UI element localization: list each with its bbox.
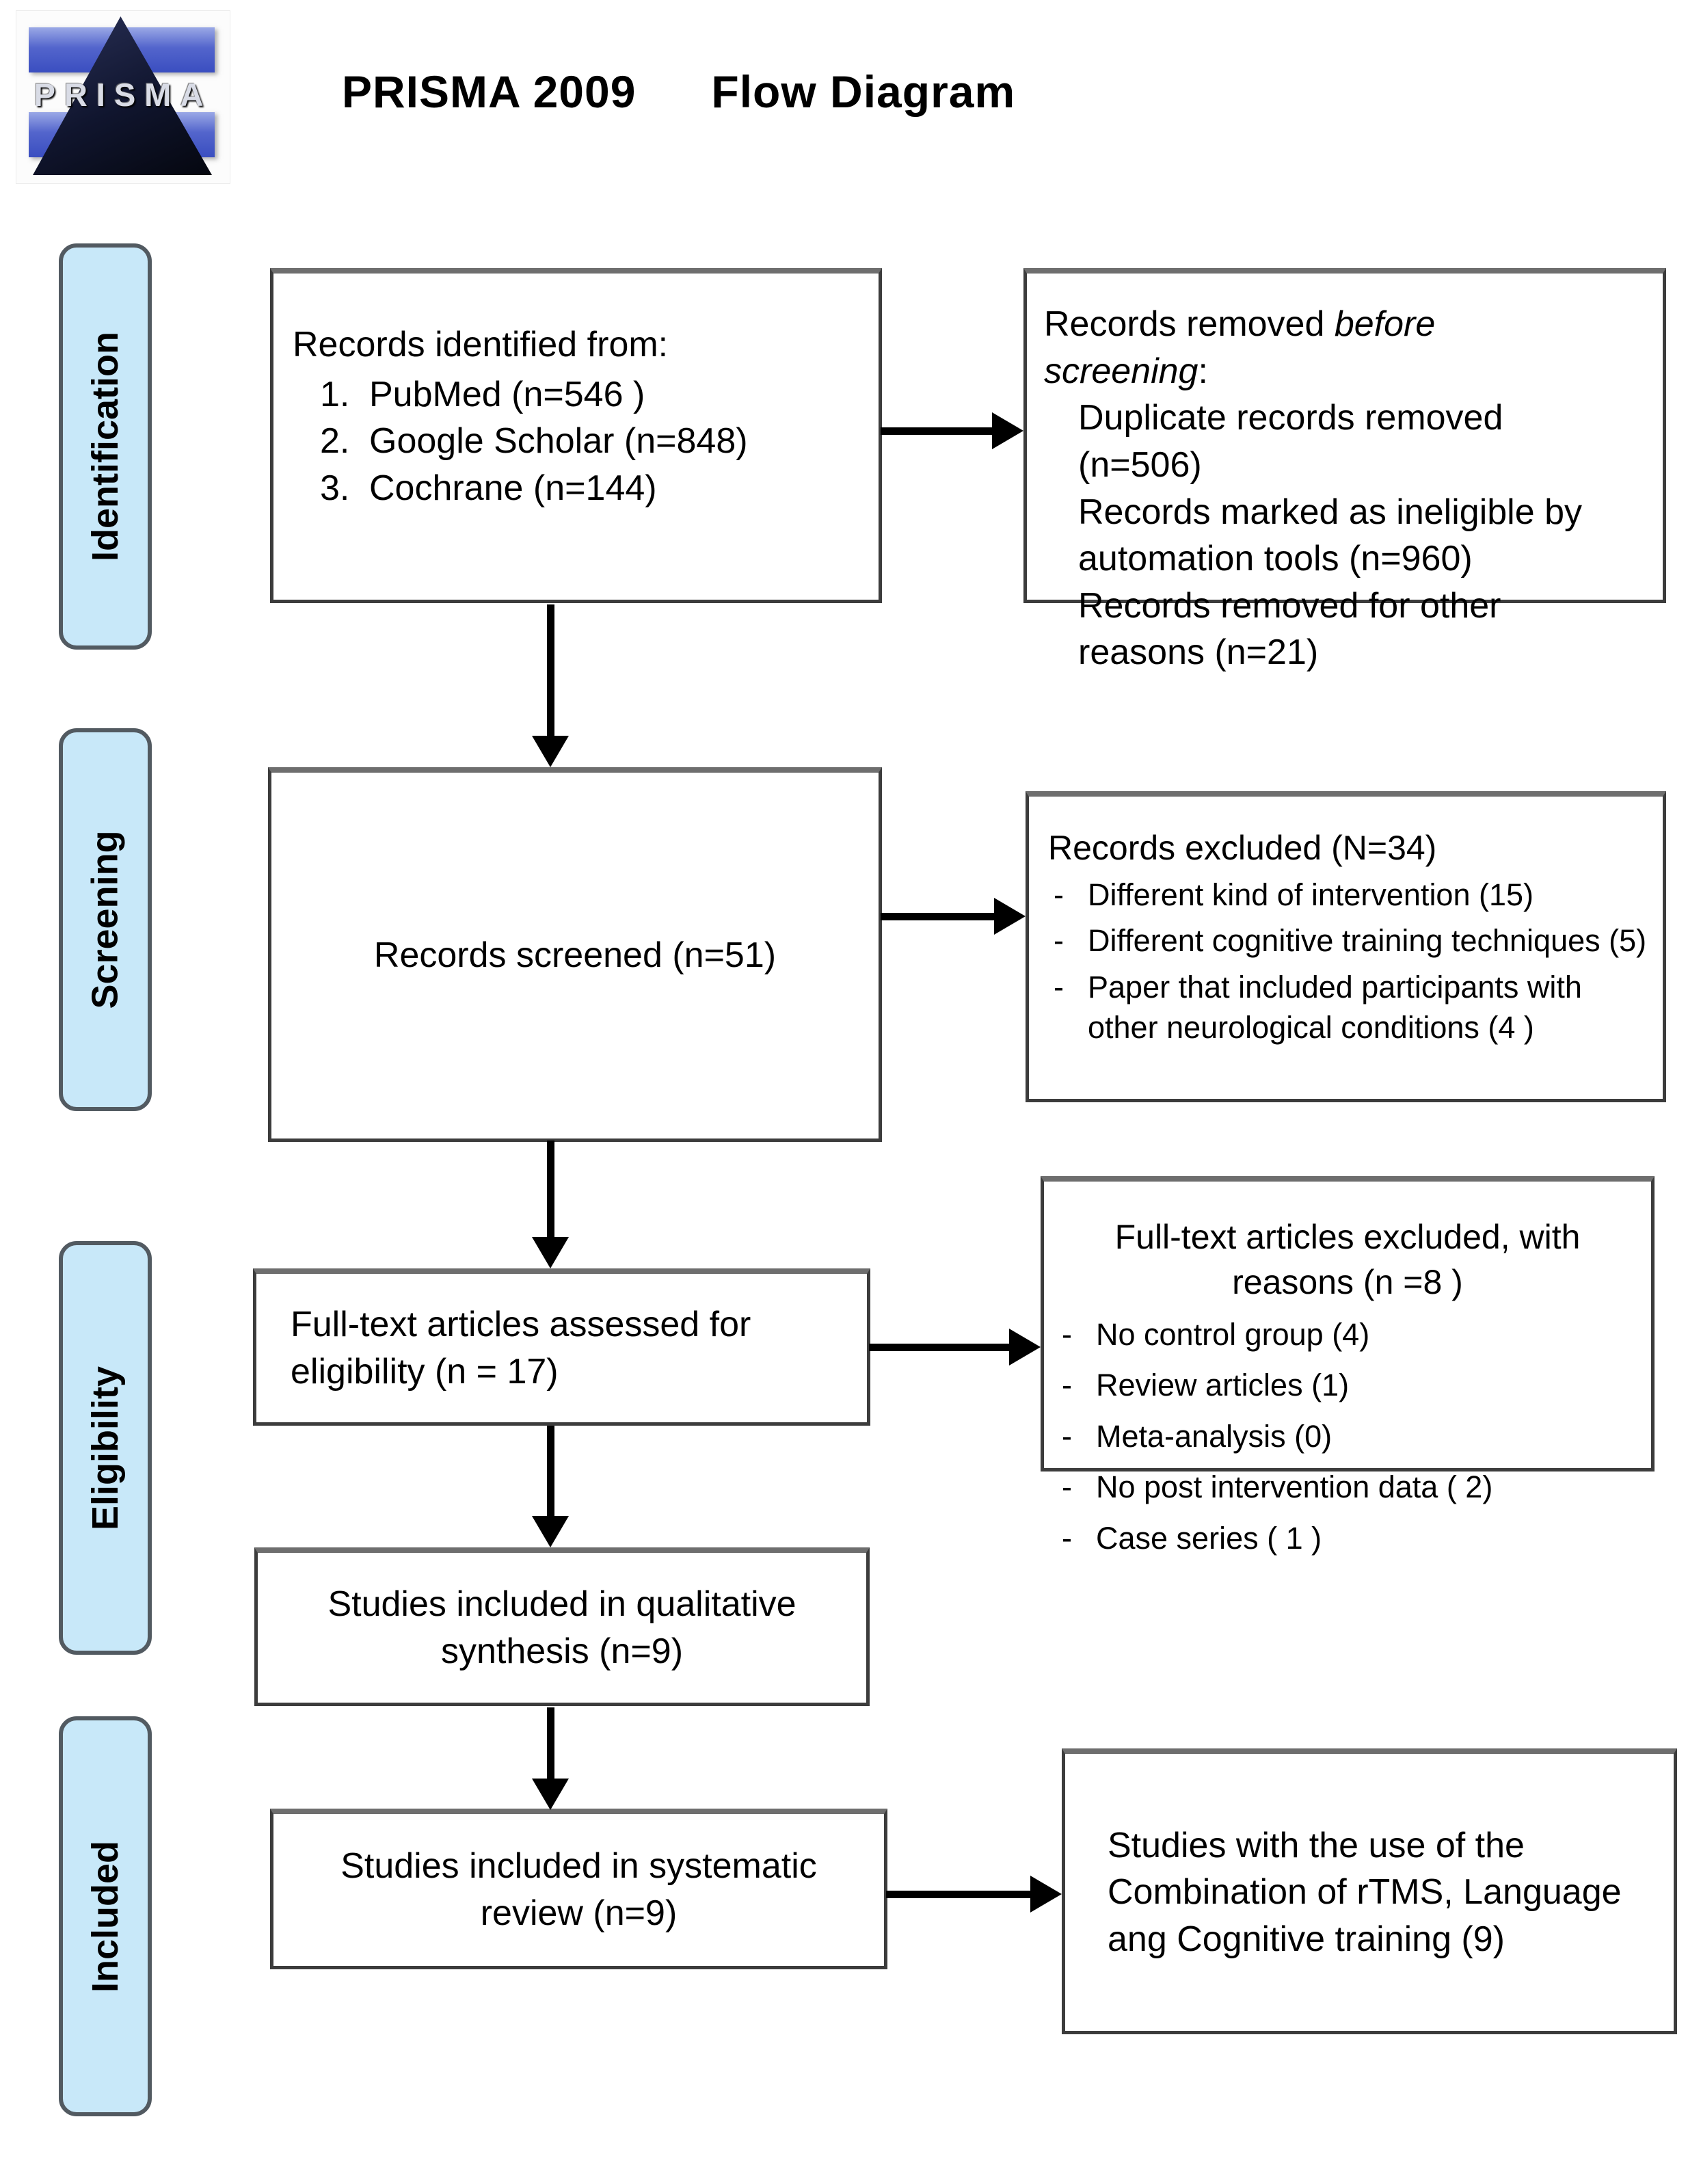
box-combination-studies <box>1062 1748 1677 2034</box>
stage-label-identification <box>59 243 152 650</box>
records-removed-list <box>1044 395 1649 676</box>
box-records-screened <box>268 767 882 1142</box>
title-prisma-2009: PRISMA 2009 <box>342 66 637 117</box>
box-qualitative-synthesis <box>254 1547 870 1706</box>
list-item: - Meta-analysis (0) <box>1056 1416 1629 1456</box>
stage-label-included-text: Included <box>85 1840 126 1993</box>
stage-label-eligibility <box>59 1241 152 1655</box>
fulltext-assessed-text: Full-text articles assessed for eligibility (n = 17) <box>291 1304 751 1391</box>
list-item: Records removed for other reasons (n=21) <box>1078 585 1501 673</box>
arrow-qualitative-to-systematic-head <box>532 1779 569 1810</box>
list-item: Records marked as ineligible by automation tools (n=960) <box>1078 492 1583 579</box>
qualitative-synthesis-text: Studies included in qualitative synthesis (n=9) <box>327 1584 796 1671</box>
list-item: - Paper that included participants with other neurological conditions (4 ) <box>1048 967 1648 1048</box>
list-item: - Case series ( 1 ) <box>1056 1518 1629 1558</box>
records-identified-list <box>293 371 861 512</box>
list-item: Google Scholar (n=848) <box>369 421 748 462</box>
records-screened-text: Records screened (n=51) <box>373 935 777 976</box>
prisma-logo <box>16 11 230 183</box>
list-item: Cochrane (n=144) <box>369 468 657 508</box>
stage-label-screening <box>59 728 152 1111</box>
logo-wordmark: PRISMA <box>34 77 213 113</box>
combination-studies-text: Studies with the use of the Combination of rTMS, Language ang Cognitive training (9) <box>1108 1825 1622 1959</box>
arrow-screened-to-excluded-head <box>994 898 1026 935</box>
records-identified-intro: Records identified from: <box>293 325 669 364</box>
arrow-screened-to-assessed-line <box>547 1141 554 1239</box>
arrow-identified-to-removed-line <box>881 427 993 435</box>
list-item: - No control group (4) <box>1056 1314 1629 1355</box>
records-excluded-heading: Records excluded (N=34) <box>1048 829 1437 867</box>
records-removed-heading <box>1044 301 1482 395</box>
arrow-assessed-to-ftexcluded-line <box>869 1344 1010 1351</box>
box-systematic-review <box>270 1809 887 1969</box>
page-title <box>342 66 1015 118</box>
records-removed-heading-italic: before screening <box>1044 304 1436 391</box>
box-records-identified <box>270 268 882 603</box>
arrow-identified-to-screened-head <box>532 736 569 767</box>
arrow-qualitative-to-systematic-line <box>547 1707 554 1780</box>
box-fulltext-assessed <box>253 1268 870 1426</box>
stage-label-screening-text: Screening <box>85 830 126 1009</box>
list-item: PubMed (n=546 ) <box>369 374 645 414</box>
arrow-assessed-to-ftexcluded-head <box>1009 1329 1041 1366</box>
title-flow-diagram: Flow Diagram <box>711 66 1016 117</box>
arrow-systematic-to-combination-head <box>1030 1876 1062 1913</box>
records-removed-heading-normal: Records removed <box>1044 304 1335 344</box>
arrow-screened-to-assessed-head <box>532 1237 569 1268</box>
stage-label-eligibility-text: Eligibility <box>85 1366 126 1530</box>
records-removed-heading-suffix: : <box>1198 351 1208 391</box>
arrow-screened-to-excluded-line <box>881 913 995 920</box>
list-item: - Different kind of intervention (15) <box>1048 875 1648 915</box>
stage-label-included <box>59 1716 152 2116</box>
list-item: - Different cognitive training techniques (5) <box>1048 920 1648 961</box>
arrow-identified-to-removed-head <box>992 412 1023 449</box>
arrow-assessed-to-qualitative-head <box>532 1516 569 1547</box>
list-item: - No post intervention data ( 2) <box>1056 1467 1629 1507</box>
arrow-systematic-to-combination-line <box>886 1891 1032 1898</box>
arrow-assessed-to-qualitative-line <box>547 1426 554 1517</box>
arrow-identified-to-screened-line <box>547 604 554 737</box>
stage-label-identification-text: Identification <box>85 332 126 561</box>
list-item: - Review articles (1) <box>1056 1365 1629 1405</box>
box-fulltext-excluded <box>1041 1176 1655 1556</box>
fulltext-excluded-heading: Full-text articles excluded, with reasons (n =8 ) <box>1114 1218 1581 1301</box>
box-records-removed-before-screening <box>1023 268 1666 673</box>
box-records-excluded <box>1026 791 1666 1102</box>
records-excluded-list <box>1048 875 1649 1048</box>
list-item: Duplicate records removed (n=506) <box>1078 398 1503 485</box>
systematic-review-text: Studies included in systematic review (n=9) <box>340 1846 817 1933</box>
fulltext-excluded-list <box>1044 1314 1651 1558</box>
